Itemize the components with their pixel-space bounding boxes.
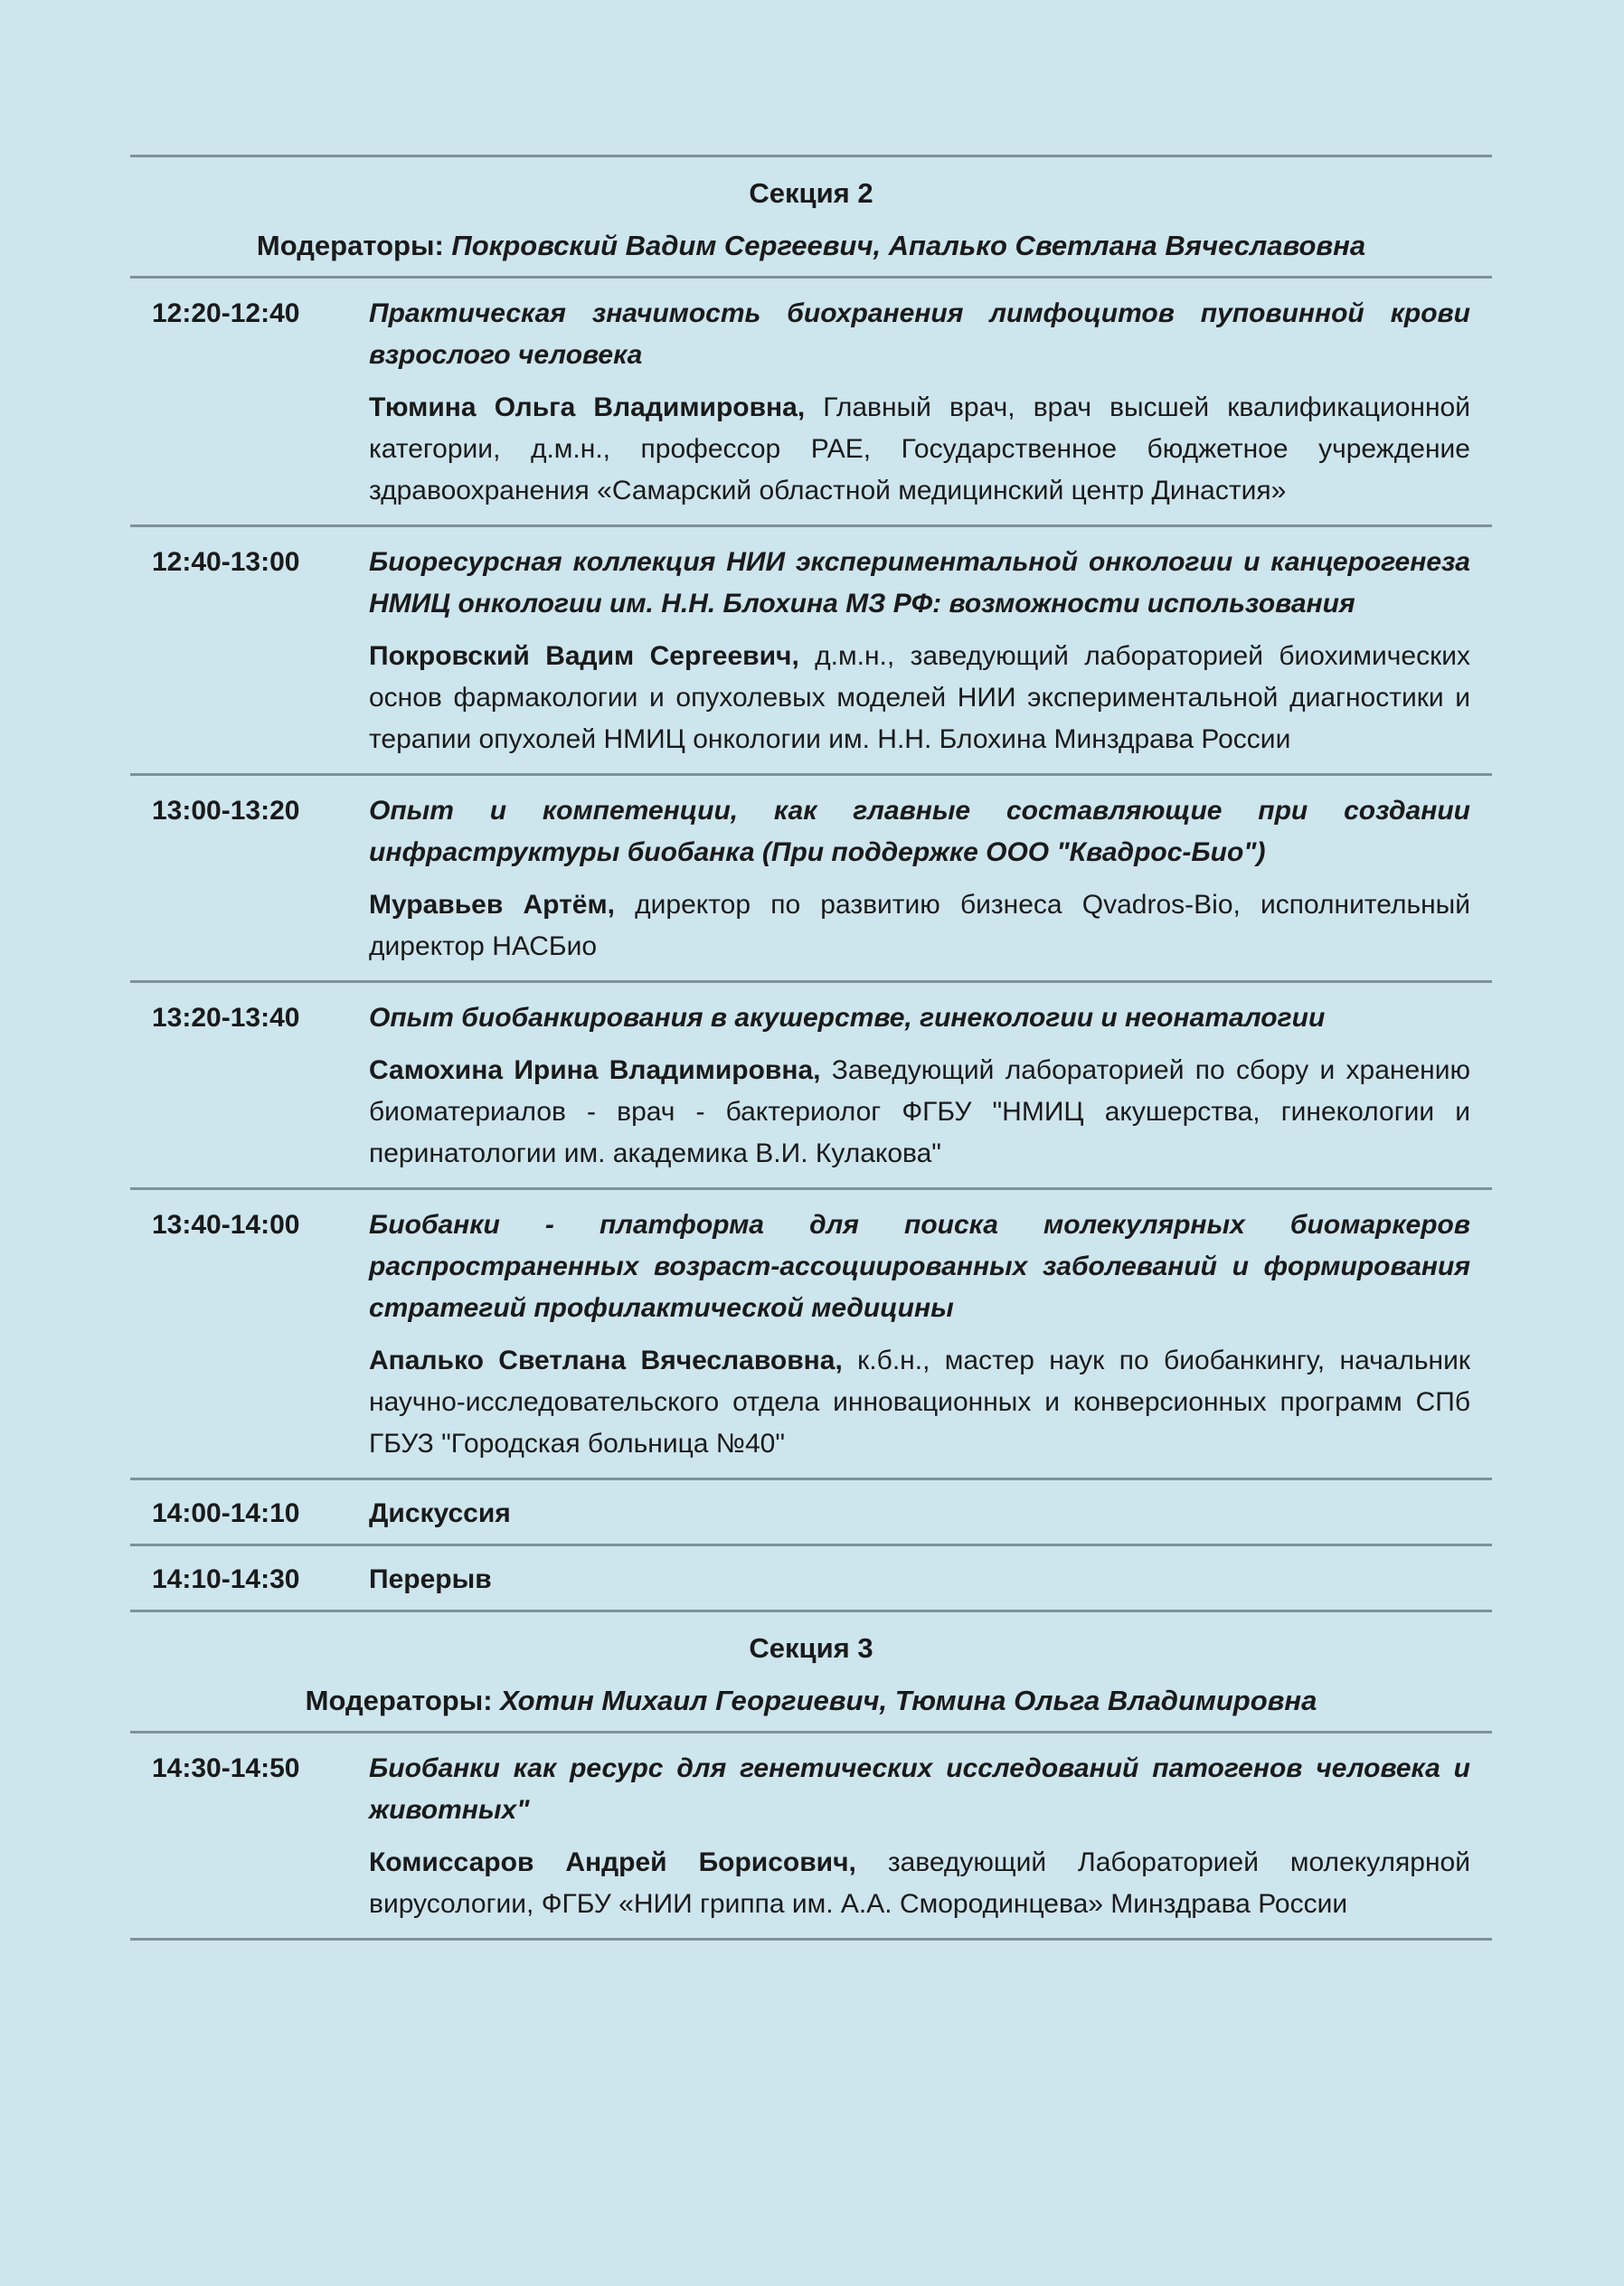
speaker-info: заведующий Лабораторией молекулярной вирусологии, ФГБУ «НИИ гриппа им. А.А. Смородинцева» Минздрава России — [369, 1847, 1470, 1919]
divider — [130, 1938, 1492, 1941]
section-title: Секция 3 — [749, 1632, 873, 1664]
program-row-break — [130, 1546, 1492, 1610]
speaker-name: Самохина Ирина Владимировна, — [369, 1055, 821, 1085]
speaker — [369, 636, 1470, 760]
speaker-info: к.б.н., мастер наук по биобанкингу, начальник научно-исследовательского отдела инновационных и конверсионных программ СПб ГБУЗ "Городская больница №40" — [369, 1346, 1470, 1459]
program-row — [130, 1733, 1492, 1938]
program-row — [130, 527, 1492, 773]
speaker-name: Комиссаров Андрей Борисович, — [369, 1847, 856, 1877]
section-3-header — [130, 1612, 1492, 1731]
talk-title: Биоресурсная коллекция НИИ экспериментальной онкологии и канцерогенеза НМИЦ онкологии им. Н.Н. Блохина МЗ РФ: возможности использования — [369, 547, 1470, 619]
program-row — [130, 1190, 1492, 1478]
moderators-names: Хотин Михаил Георгиевич, Тюмина Ольга Владимировна — [492, 1685, 1317, 1716]
talk-title: Биобанки как ресурс для генетических исследований патогенов человека и животных" — [369, 1753, 1470, 1825]
moderators — [130, 228, 1492, 264]
break-label: Перерыв — [369, 1564, 492, 1594]
talk-title: Биобанки - платформа для поиска молекулярных биомаркеров распространенных возраст-ассоциированных заболеваний и формирования стратегий профилактической медицины — [369, 1210, 1470, 1323]
section-title: Секция 2 — [749, 177, 873, 209]
speaker-name: Муравьев Артём, — [369, 890, 615, 920]
speaker-info: д.м.н., заведующий лабораторией биохимических основ фармакологии и опухолевых моделей НИИ экспериментальной диагностики и терапии опухолей НМИЦ онкологии им. Н.Н. Блохина Минздрава России — [369, 641, 1470, 754]
speaker-info: Главный врач, врач высшей квалификационной категории, д.м.н., профессор РАЕ, Государственное бюджетное учреждение здравоохранения «Самарский областной медицинский центр Династия» — [369, 392, 1470, 505]
program-page — [130, 155, 1492, 1941]
speaker — [369, 1842, 1470, 1925]
time-slot: 12:20-12:40 — [152, 298, 300, 328]
speaker-info: директор по развитию бизнеса Qvadros-Bio, исполнительный директор НАСБио — [369, 890, 1470, 961]
time-slot: 13:00-13:20 — [152, 796, 300, 826]
program-row-discussion — [130, 1480, 1492, 1544]
speaker — [369, 884, 1470, 968]
program-row — [130, 776, 1492, 980]
talk-title: Опыт и компетенции, как главные составляющие при создании инфраструктуры биобанка (При поддержке ООО "Квадрос-Био") — [369, 796, 1470, 867]
speaker-name: Тюмина Ольга Владимировна, — [369, 392, 806, 422]
moderators-label: Модераторы: — [305, 1685, 493, 1716]
speaker-info: Заведующий лабораторией по сбору и хранению биоматериалов - врач - бактериолог ФГБУ "НМИЦ акушерства, гинекологии и перинатологии им. академика В.И. Кулакова" — [369, 1055, 1471, 1168]
time-slot: 13:40-14:00 — [152, 1210, 300, 1240]
talk-title: Практическая значимость биохранения лимфоцитов пуповинной крови взрослого человека — [369, 298, 1470, 370]
moderators — [130, 1683, 1492, 1719]
speaker — [369, 387, 1470, 512]
time-slot: 12:40-13:00 — [152, 547, 300, 577]
time-slot: 14:30-14:50 — [152, 1753, 300, 1783]
time-slot: 14:10-14:30 — [152, 1564, 300, 1594]
talk-title: Опыт биобанкирования в акушерстве, гинекологии и неонаталогии — [369, 1003, 1326, 1033]
discussion-label: Дискуссия — [369, 1498, 511, 1528]
speaker — [369, 1050, 1470, 1175]
time-slot: 14:00-14:10 — [152, 1498, 300, 1528]
program-row — [130, 279, 1492, 524]
moderators-label: Модераторы: — [256, 230, 444, 261]
time-slot: 13:20-13:40 — [152, 1003, 300, 1033]
speaker-name: Покровский Вадим Сергеевич, — [369, 641, 799, 671]
speaker — [369, 1340, 1470, 1465]
program-row — [130, 983, 1492, 1187]
section-2-header — [130, 157, 1492, 276]
speaker-name: Апалько Светлана Вячеславовна, — [369, 1346, 843, 1375]
moderators-names: Покровский Вадим Сергеевич, Апалько Светлана Вячеславовна — [443, 230, 1366, 261]
